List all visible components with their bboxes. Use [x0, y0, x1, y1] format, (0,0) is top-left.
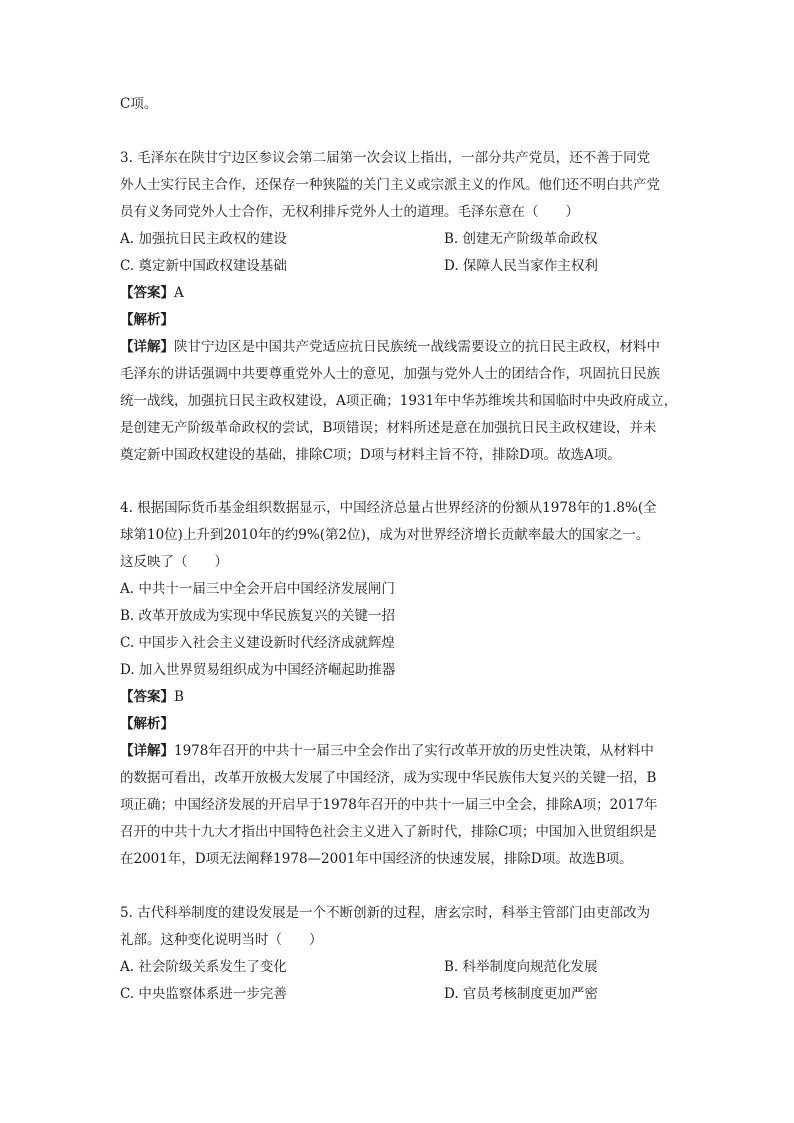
option-a: A. 加强抗日民主政权的建设 [120, 231, 287, 247]
question-text-line: 3. 毛泽东在陕甘宁边区参议会第二届第一次会议上指出，一部分共产党员，还不善于同党 [120, 150, 651, 166]
question-text-line: 外人士实行民主合作，还保存一种狭隘的关门主义或宗派主义的作风。他们还不明白共产党 [120, 177, 660, 193]
detail-line: 在2001年，D项无法阐释1978—2001年中国经济的快速发展，排除D项。故选B项。 [120, 851, 633, 867]
answer-value: A [174, 285, 184, 301]
question-text-line: 4. 根据国际货币基金组织数据显示，中国经济总量占世界经济的份额从1978年的1.8%(全 [120, 500, 657, 516]
option-d: D. 加入世界贸易组织成为中国经济崛起助推器 [120, 662, 396, 678]
detail-tag: 【详解】 [120, 743, 174, 759]
option-d: D. 官员考核制度更加严密 [444, 986, 598, 1002]
option-b: B. 创建无产阶级革命政权 [444, 231, 598, 247]
analysis-tag: 【解析】 [120, 312, 174, 328]
detail-line: 项正确；中国经济发展的开启早于1978年召开的中共十一届三中全会，排除A项；2017年 [120, 797, 658, 813]
option-d: D. 保障人民当家作主权利 [444, 258, 598, 274]
analysis-tag: 【解析】 [120, 716, 174, 732]
option-a: A. 社会阶级关系发生了变化 [120, 959, 287, 975]
detail-line: 【详解】1978年召开的中共十一届三中全会作出了实行改革开放的历史性决策，从材料中 [120, 743, 654, 759]
option-a: A. 中共十一届三中全会开启中国经济发展闸门 [120, 581, 395, 597]
option-c: C. 中央监察体系进一步完善 [120, 986, 287, 1002]
detail-line: 毛泽东的讲话强调中共要尊重党外人士的意见，加强与党外人士的团结合作，巩固抗日民族 [120, 366, 660, 382]
detail-line: 【详解】陕甘宁边区是中国共产党适应抗日民族统一战线需要设立的抗日民主政权，材料中 [120, 339, 660, 355]
detail-line: 的数据可看出，改革开放极大发展了中国经济，成为实现中华民族伟大复兴的关键一招，B [120, 770, 657, 786]
option-c: C. 中国步入社会主义建设新时代经济成就辉煌 [120, 635, 395, 651]
detail-tag: 【详解】 [120, 339, 174, 355]
option-c: C. 奠定新中国政权建设基础 [120, 258, 287, 274]
answer-tag: 【答案】 [120, 285, 174, 301]
detail-line: 奠定新中国政权建设的基础，排除C项；D项与材料主旨不符，排除D项。故选A项。 [120, 447, 621, 463]
question-text-line: 球第10位)上升到2010年的约9%(第2位)，成为对世界经济增长贡献率最大的国家之一。 [120, 527, 650, 543]
answer-line [120, 687, 680, 707]
answer-tag: 【答案】 [120, 689, 174, 705]
answer-value: B [174, 689, 184, 705]
question-text-line: 这反映了（ ） [120, 554, 228, 570]
option-b: B. 改革开放成为实现中华民族复兴的关键一招 [120, 608, 396, 624]
question-text-line: 5. 古代科举制度的建设发展是一个不断创新的过程，唐玄宗时，科举主管部门由吏部改为 [120, 905, 651, 921]
question-text-line: 员有义务同党外人士合作，无权利排斥党外人士的道理。毛泽东意在（ ） [120, 204, 579, 220]
option-b: B. 科举制度向规范化发展 [444, 959, 598, 975]
answer-line [120, 283, 680, 303]
intro-line: C项。 [120, 96, 158, 112]
detail-line: 是创建无产阶级革命政权的尝试，B项错误；材料所述是意在加强抗日民主政权建设，并未 [120, 420, 657, 436]
detail-line: 召开的中共十九大才指出中国特色社会主义进入了新时代，排除C项；中国加入世贸组织是 [120, 824, 657, 840]
question-text-line: 礼部。这种变化说明当时（ ） [120, 932, 323, 948]
detail-line: 统一战线，加强抗日民主政权建设，A项正确；1931年中华苏维埃共和国临时中央政府成立， [120, 393, 678, 409]
